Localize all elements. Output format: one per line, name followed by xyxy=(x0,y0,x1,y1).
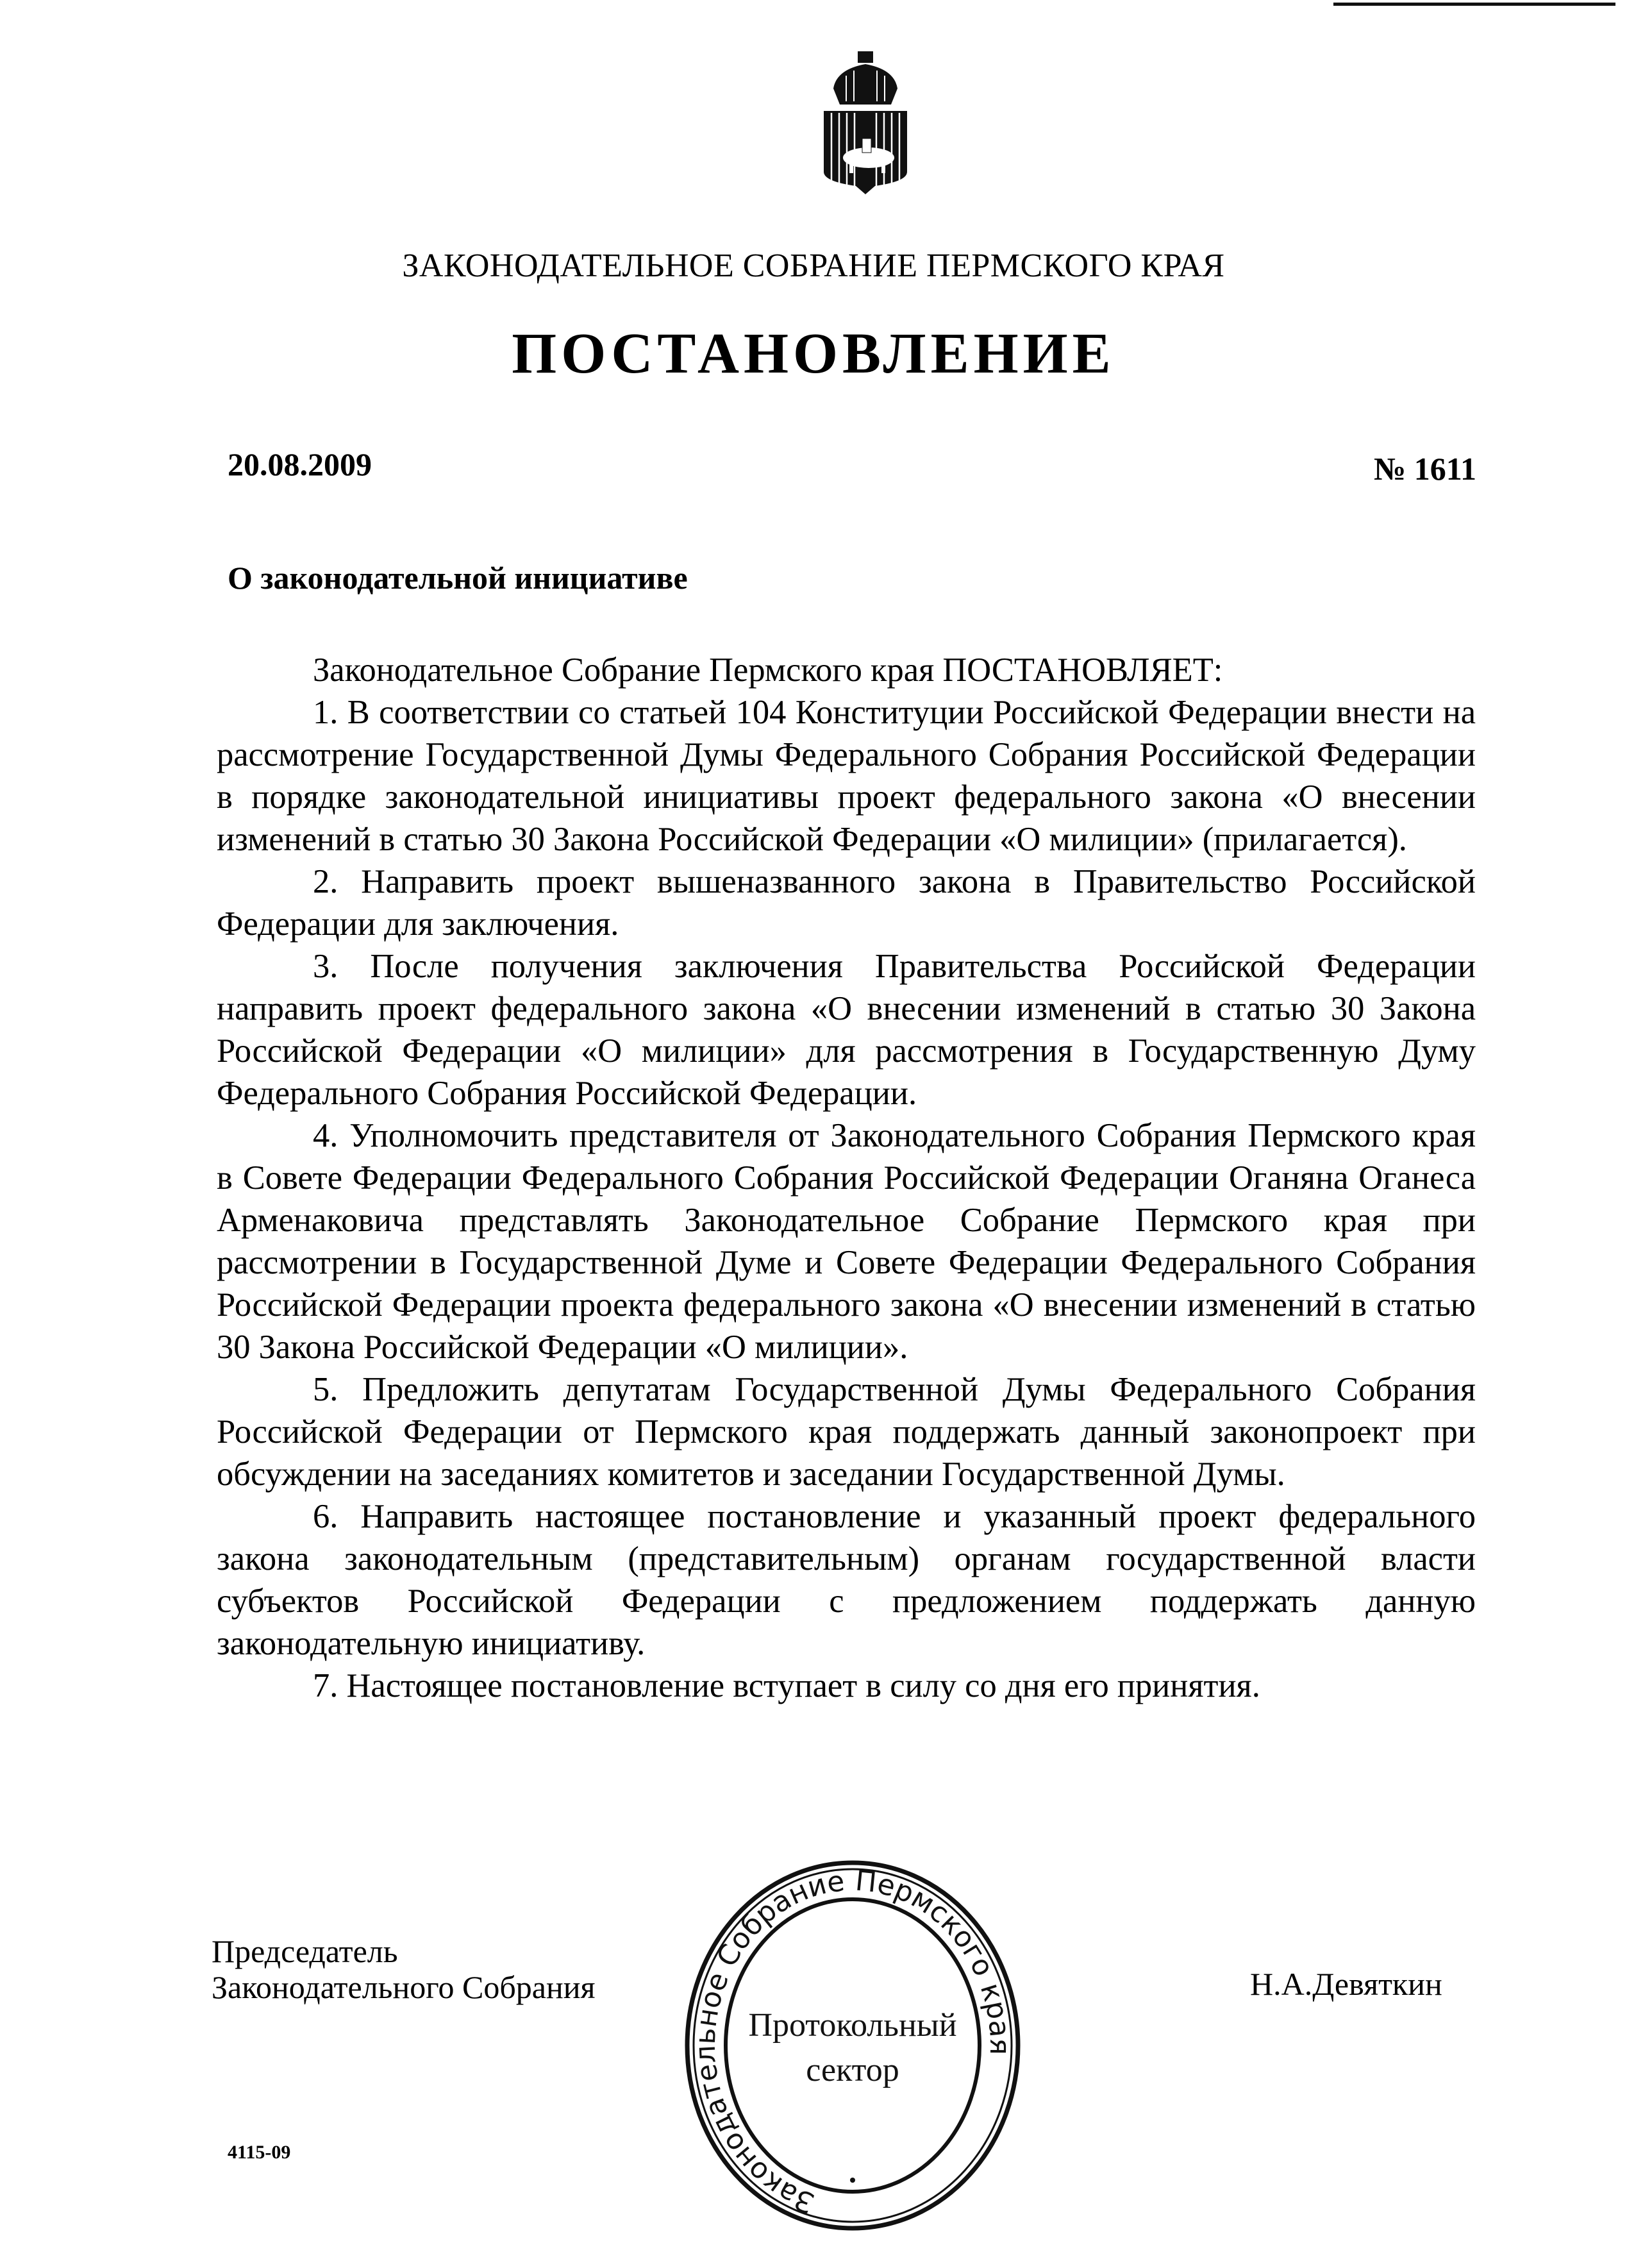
stamp-center-line1: Протокольный xyxy=(748,2007,957,2044)
clause-3: 3. После получения заключения Правительства Российской Федерации направить проект федерального закона «О внесении изменений в статью 30 Закона Российской Федерации «О милиции» для рассмотрения в Государственную Думу Федерального Собрания Российской Федерации. xyxy=(217,948,1476,1112)
clause-6: 6. Направить настоящее постановление и указанный проект федерального закона законодательным (представительным) органам государственной власти субъектов Российской Федерации с предложением поддержать данную законодательную инициативу. xyxy=(217,1498,1476,1662)
document-date: 20.08.2009 xyxy=(228,446,372,482)
registration-number: 4115-09 xyxy=(228,2142,291,2163)
document-body xyxy=(217,649,1476,1707)
clause-2: 2. Направить проект вышеназванного закона в Правительство Российской Федерации для заключения. xyxy=(217,863,1476,943)
stamp-ring-text: Законодательное Собрание Пермского края xyxy=(688,1864,1017,2220)
document-subject: О законодательной инициативе xyxy=(228,560,688,596)
stamp-center-line2: сектор xyxy=(806,2052,899,2088)
signatory-name: Н.А.Девяткин xyxy=(1250,1966,1442,2002)
clause-4: 4. Уполномочить представителя от Законодательного Собрания Пермского края в Совете Федерации Федерального Собрания Российской Федерации Оганяна Оганеса Арменаковича представлять Законодательное Собрание Пермского края при рассмотрении в Государственной Думе и Совете Федерации Федерального Собрания Российской Федерации проекта федерального закона «О внесении изменений в статью 30 Закона Российской Федерации «О милиции». xyxy=(217,1117,1476,1366)
clause-1: 1. В соответствии со статьей 104 Конституции Российской Федерации внести на рассмотрение Государственной Думы Федерального Собрания Российской Федерации в порядке законодательной инициативы проект федерального закона «О внесении изменений в статью 30 Закона Российской Федерации «О милиции» (прилагается). xyxy=(217,694,1476,858)
document-type-title: ПОСТАНОВЛЕНИЕ xyxy=(512,322,1115,385)
official-stamp xyxy=(680,1853,1026,2238)
signatory-title-line1: Председатель xyxy=(212,1933,398,1969)
coat-of-arms-emblem xyxy=(814,50,917,197)
top-edge-line xyxy=(1333,3,1615,6)
document-number: № 1611 xyxy=(1374,451,1476,487)
organization-name: ЗАКОНОДАТЕЛЬНОЕ СОБРАНИЕ ПЕРМСКОГО КРАЯ xyxy=(402,248,1225,284)
preamble: Законодательное Собрание Пермского края ПОСТАНОВЛЯЕТ: xyxy=(313,651,1223,689)
signatory-title xyxy=(212,1933,595,2005)
clause-7: 7. Настоящее постановление вступает в силу со дня его принятия. xyxy=(313,1667,1260,1704)
signatory-title-line2: Законодательного Собрания xyxy=(212,1969,596,2005)
clause-5: 5. Предложить депутатам Государственной Думы Федерального Собрания Российской Федерации от Пермского края поддержать данный законопроект при обсуждении на заседаниях комитетов и заседании Государственной Думы. xyxy=(217,1371,1476,1493)
